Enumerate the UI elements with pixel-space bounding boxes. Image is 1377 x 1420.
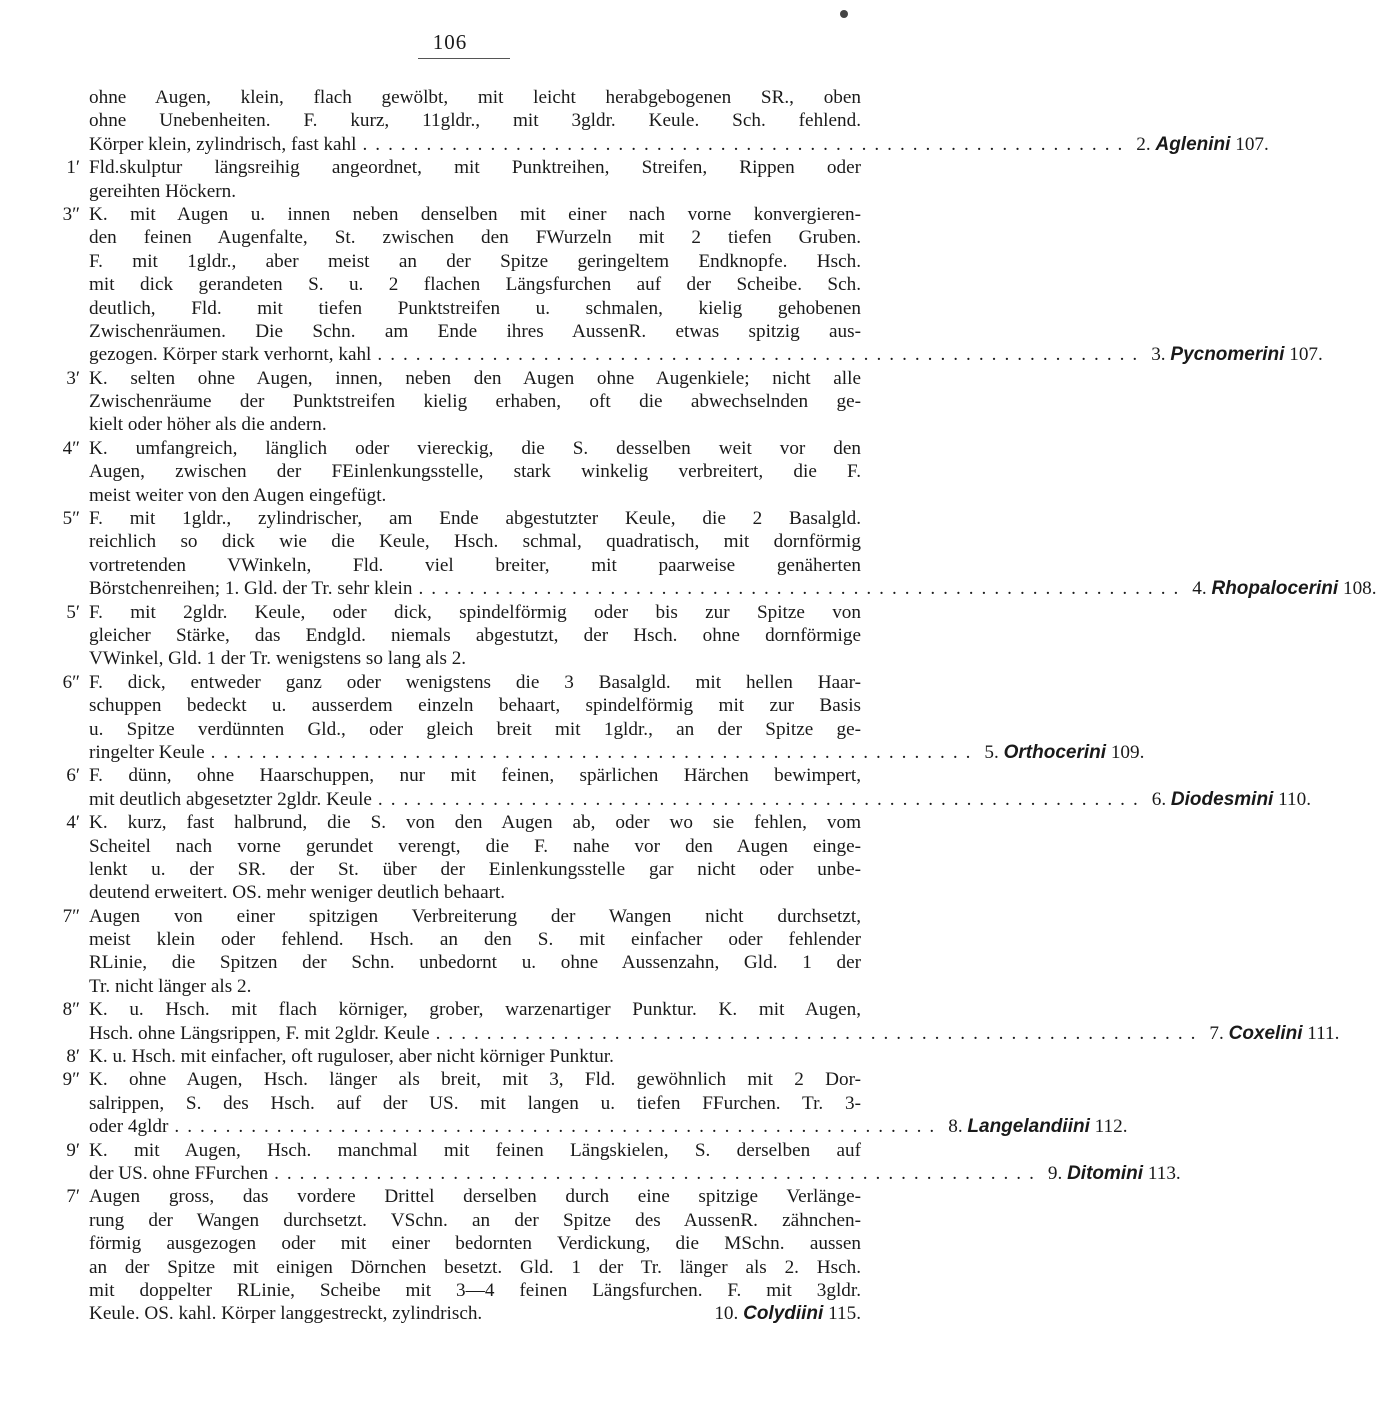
couplet-marker: 4″: [62, 437, 80, 459]
tribe-number: 10.: [714, 1303, 739, 1325]
tribe-number: 4.: [1192, 578, 1207, 600]
tribe-reference: [1151, 343, 1323, 366]
line-text: Augen von einer spitzigen Verbreiterung der Wangen nicht durchsetzt,: [89, 905, 861, 927]
tribe-name: Pycnomerini: [1170, 344, 1285, 366]
line-text: F. mit 1gldr., aber meist an der Spitze geringeltem Endknopfe. Hsch.: [89, 250, 861, 272]
line-text: K. umfangreich, länglich oder viereckig, die S. desselben weit vor den: [89, 437, 861, 459]
line-text: K. selten ohne Augen, innen, neben den Augen ohne Augenkiele; nicht alle: [89, 367, 861, 389]
text-line: [89, 718, 861, 741]
line-text: förmig ausgezogen oder mit einer bedornten Verdickung, die MSchn. aussen: [89, 1233, 861, 1255]
line-text: Fld.skulptur längsreihig angeordnet, mit Punktreihen, Streifen, Rippen oder: [89, 157, 861, 179]
tribe-reference: [1192, 577, 1376, 600]
text-line: [89, 484, 861, 507]
tribe-page: 115.: [828, 1303, 861, 1325]
text-line: [89, 180, 861, 203]
couplet-marker: 6′: [66, 765, 80, 787]
line-text: Körper klein, zylindrisch, fast kahl: [89, 133, 357, 155]
line-text: K. mit Augen u. innen neben denselben mit einer nach vorne konvergieren-: [89, 203, 861, 225]
line-text: den feinen Augenfalte, St. zwischen den FWurzeln mit 2 tiefen Gruben.: [89, 227, 861, 249]
text-line: [89, 250, 861, 273]
line-text: Zwischenräumen. Die Schn. am Ende ihres AussenR. etwas spitzig aus-: [89, 320, 861, 342]
text-line: [89, 133, 1269, 156]
line-text: mit dick gerandeten S. u. 2 flachen Längsfurchen auf der Scheibe. Sch.: [89, 274, 861, 296]
line-text: gezogen. Körper stark verhornt, kahl: [89, 344, 372, 366]
dot-leader: ............................................................: [377, 788, 1146, 810]
key-entry: [0, 1185, 900, 1325]
text-line: [89, 1045, 861, 1068]
dot-leader: ............................................................: [362, 133, 1131, 155]
couplet-marker: 6″: [62, 671, 80, 693]
text-line: [89, 1115, 1128, 1138]
text-line: [89, 437, 861, 460]
line-text: K. mit Augen, Hsch. manchmal mit feinen Längskielen, S. derselben auf: [89, 1139, 861, 1161]
line-text: gereihten Höckern.: [89, 180, 237, 202]
tribe-page: 107.: [1235, 133, 1269, 155]
text-line: [89, 1092, 861, 1115]
couplet-marker: 3″: [62, 203, 80, 225]
line-text: reichlich so dick wie die Keule, Hsch. schmal, quadratisch, mit dornförmig: [89, 531, 861, 553]
line-text: schuppen bedeckt u. ausserdem einzeln behaart, spindelförmig mit zur Basis: [89, 695, 861, 717]
tribe-reference: [1152, 788, 1311, 811]
text-line: [89, 1302, 861, 1325]
tribe-number: 8.: [948, 1116, 963, 1138]
text-line: [89, 297, 861, 320]
line-text: meist klein oder fehlend. Hsch. an den S. mit einfacher oder fehlender: [89, 929, 861, 951]
line-text: Hsch. ohne Längsrippen, F. mit 2gldr. Keule: [89, 1022, 430, 1044]
text-line: [89, 320, 861, 343]
tribe-number: 3.: [1151, 344, 1166, 366]
line-text: Zwischenräume der Punktstreifen kielig erhaben, oft die abwechselnden ge-: [89, 391, 861, 413]
tribe-number: 9.: [1047, 1162, 1063, 1184]
tribe-reference: [1136, 133, 1269, 156]
line-text: vortretenden VWinkeln, Fld. viel breiter, mit paarweise genäherten: [89, 554, 861, 576]
tribe-name: Rhopalocerini: [1211, 578, 1339, 600]
header-rule: [418, 58, 510, 59]
text-line: [89, 1162, 1181, 1185]
line-text: gleicher Stärke, das Endgld. niemals abgestutzt, der Hsch. ohne dornförmige: [89, 624, 861, 646]
text-line: [89, 367, 861, 390]
tribe-reference: [1209, 1022, 1339, 1045]
text-line: [89, 1279, 861, 1302]
line-text: kielt oder höher als die andern.: [89, 414, 327, 436]
couplet-marker: 9′: [66, 1139, 80, 1161]
text-line: [89, 694, 861, 717]
tribe-page: 113.: [1147, 1162, 1181, 1184]
tribe-number: 2.: [1136, 133, 1151, 155]
line-text: deutend erweitert. OS. mehr weniger deutlich behaart.: [89, 882, 506, 904]
identification-key: [0, 86, 1377, 1326]
dot-leader: ............................................................: [174, 1116, 943, 1138]
text-line: [89, 1232, 861, 1255]
line-text: Augen gross, das vordere Drittel derselben durch eine spitzige Verlänge-: [89, 1186, 861, 1208]
dot-leader: ............................................................: [377, 344, 1146, 366]
tribe-number: 7.: [1209, 1022, 1224, 1044]
text-line: [89, 156, 861, 179]
tribe-reference: [984, 741, 1144, 764]
line-text: F. dick, entweder ganz oder wenigstens die 3 Basalgld. mit hellen Haar-: [89, 671, 861, 693]
key-entry: [0, 671, 1145, 765]
text-line: [89, 86, 861, 109]
text-line: [89, 109, 861, 132]
key-entry: [0, 86, 1269, 156]
key-entry: [0, 811, 900, 905]
page-number: 106: [432, 30, 468, 54]
text-line: [89, 601, 861, 624]
key-entry: [0, 998, 1340, 1045]
tribe-reference: [714, 1302, 861, 1325]
text-line: [89, 203, 861, 226]
line-text: VWinkel, Gld. 1 der Tr. wenigstens so lang als 2.: [89, 648, 467, 670]
line-text: deutlich, Fld. mit tiefen Punktstreifen u. schmalen, kielig gehobenen: [89, 297, 861, 319]
text-line: [89, 858, 861, 881]
text-line: [89, 1185, 861, 1208]
dot-leader: ............................................................: [274, 1162, 1042, 1184]
line-text: Börstchenreihen; 1. Gld. der Tr. sehr klein: [89, 578, 413, 600]
key-entry: [0, 437, 900, 507]
text-line: [89, 1139, 861, 1162]
text-line: [89, 671, 861, 694]
line-text: an der Spitze mit einigen Dörnchen besetzt. Gld. 1 der Tr. länger als 2. Hsch.: [89, 1256, 861, 1278]
line-text: rung der Wangen durchsetzt. VSchn. an der Spitze des AussenR. zähnchen-: [89, 1209, 861, 1231]
text-line: [89, 881, 861, 904]
line-text: K. ohne Augen, Hsch. länger als breit, mit 3, Fld. gewöhnlich mit 2 Dor-: [89, 1069, 861, 1091]
text-line: [89, 1022, 1340, 1045]
couplet-marker: 7′: [66, 1186, 80, 1208]
line-text: u. Spitze verdünnten Gld., oder gleich breit mit 1gldr., an der Spitze ge-: [89, 718, 861, 740]
tribe-page: 109.: [1110, 741, 1145, 763]
line-text: mit doppelter RLinie, Scheibe mit 3—4 feinen Längsfurchen. F. mit 3gldr.: [89, 1279, 861, 1301]
line-text: mit deutlich abgesetzter 2gldr. Keule: [89, 788, 372, 810]
text-line: [89, 226, 861, 249]
couplet-marker: 9″: [62, 1069, 80, 1091]
couplet-marker: 7″: [62, 905, 80, 927]
couplet-marker: 5″: [62, 508, 80, 530]
text-line: [89, 998, 861, 1021]
text-line: [89, 647, 861, 670]
text-line: [89, 811, 861, 834]
line-text: K. kurz, fast halbrund, die S. von den Augen ab, oder wo sie fehlen, vom: [89, 812, 861, 834]
text-line: [89, 1209, 861, 1232]
text-line: [89, 764, 861, 787]
tribe-number: 5.: [984, 741, 999, 763]
line-text: K. u. Hsch. mit einfacher, oft ruguloser, aber nicht körniger Punktur.: [89, 1046, 614, 1068]
key-entry: [0, 905, 900, 999]
line-text: Augen, zwischen der FEinlenkungsstelle, stark winkelig verbreitert, die F.: [89, 461, 861, 483]
text-line: [89, 788, 1311, 811]
tribe-name: Ditomini: [1067, 1162, 1144, 1184]
line-text: Scheitel nach vorne gerundet verengt, die F. nahe vor den Augen einge-: [89, 835, 861, 857]
key-entry: [0, 764, 1311, 811]
text-line: [89, 951, 861, 974]
key-entry: [0, 367, 900, 437]
key-entry: [0, 1045, 900, 1068]
tribe-number: 6.: [1151, 788, 1167, 810]
tribe-page: 110.: [1278, 788, 1311, 810]
couplet-marker: 4′: [66, 812, 80, 834]
text-line: [89, 905, 861, 928]
dot-leader: ............................................................: [210, 741, 979, 763]
line-text: F. mit 1gldr., zylindrischer, am Ende abgestutzter Keule, die 2 Basalgld.: [89, 508, 861, 530]
tribe-name: Diodesmini: [1170, 788, 1274, 810]
line-text: oder 4gldr: [89, 1116, 169, 1138]
key-entry: [0, 156, 900, 203]
print-speck: [840, 10, 848, 18]
couplet-marker: 5′: [66, 601, 80, 623]
text-line: [89, 343, 1323, 366]
line-text: salrippen, S. des Hsch. auf der US. mit langen u. tiefen FFurchen. Tr. 3-: [89, 1092, 861, 1114]
line-text: lenkt u. der SR. der St. über der Einlenkungsstelle gar nicht oder unbe-: [89, 858, 861, 880]
tribe-page: 111.: [1307, 1022, 1340, 1044]
tribe-name: Orthocerini: [1003, 741, 1107, 763]
line-text: RLinie, die Spitzen der Schn. unbedornt u. ohne Aussenzahn, Gld. 1 der: [89, 952, 861, 974]
text-line: [89, 1068, 861, 1091]
key-entry: [0, 203, 1323, 367]
tribe-name: Coxelini: [1228, 1022, 1303, 1044]
dot-leader: ............................................................: [435, 1022, 1204, 1044]
text-line: [89, 741, 1145, 764]
tribe-reference: [948, 1115, 1127, 1138]
tribe-name: Colydiini: [743, 1303, 824, 1325]
text-line: [89, 835, 861, 858]
couplet-marker: 1′: [66, 157, 80, 179]
line-text: meist weiter von den Augen eingefügt.: [89, 484, 387, 506]
key-entry: [0, 1068, 1128, 1138]
line-text: K. u. Hsch. mit flach körniger, grober, warzenartiger Punktur. K. mit Augen,: [89, 999, 861, 1021]
text-line: [89, 390, 861, 413]
text-line: [89, 413, 861, 436]
tribe-page: 107.: [1289, 344, 1323, 366]
key-entry: [0, 507, 1377, 601]
tribe-page: 112.: [1094, 1116, 1128, 1138]
text-line: [89, 530, 861, 553]
text-line: [89, 507, 861, 530]
dot-leader: ............................................................: [418, 578, 1187, 600]
tribe-page: 108.: [1342, 578, 1377, 600]
text-line: [89, 928, 861, 951]
tribe-name: Langelandiini: [967, 1116, 1090, 1138]
line-text: F. mit 2gldr. Keule, oder dick, spindelförmig oder bis zur Spitze von: [89, 601, 861, 623]
text-line: [89, 273, 861, 296]
text-line: [89, 460, 861, 483]
line-text: Keule. OS. kahl. Körper langgestreckt, zylindrisch.: [89, 1303, 483, 1325]
key-entry: [0, 1139, 1181, 1186]
text-line: [89, 1256, 861, 1279]
tribe-name: Aglenini: [1155, 133, 1231, 155]
couplet-marker: 3′: [66, 367, 80, 389]
line-text: ohne Augen, klein, flach gewölbt, mit leicht herabgebogenen SR., oben: [89, 87, 861, 108]
key-entry: [0, 601, 900, 671]
couplet-marker: 8″: [62, 999, 80, 1021]
line-text: Tr. nicht länger als 2.: [89, 975, 252, 997]
text-line: [89, 624, 861, 647]
text-line: [89, 577, 1377, 600]
line-text: ohne Unebenheiten. F. kurz, 11gldr., mit 3gldr. Keule. Sch. fehlend.: [89, 110, 861, 132]
line-text: ringelter Keule: [89, 741, 205, 763]
text-line: [89, 975, 861, 998]
line-text: F. dünn, ohne Haarschuppen, nur mit feinen, spärlichen Härchen bewimpert,: [89, 765, 861, 787]
couplet-marker: 8′: [66, 1046, 80, 1068]
tribe-reference: [1048, 1162, 1181, 1185]
text-line: [89, 554, 861, 577]
line-text: der US. ohne FFurchen: [89, 1162, 269, 1184]
